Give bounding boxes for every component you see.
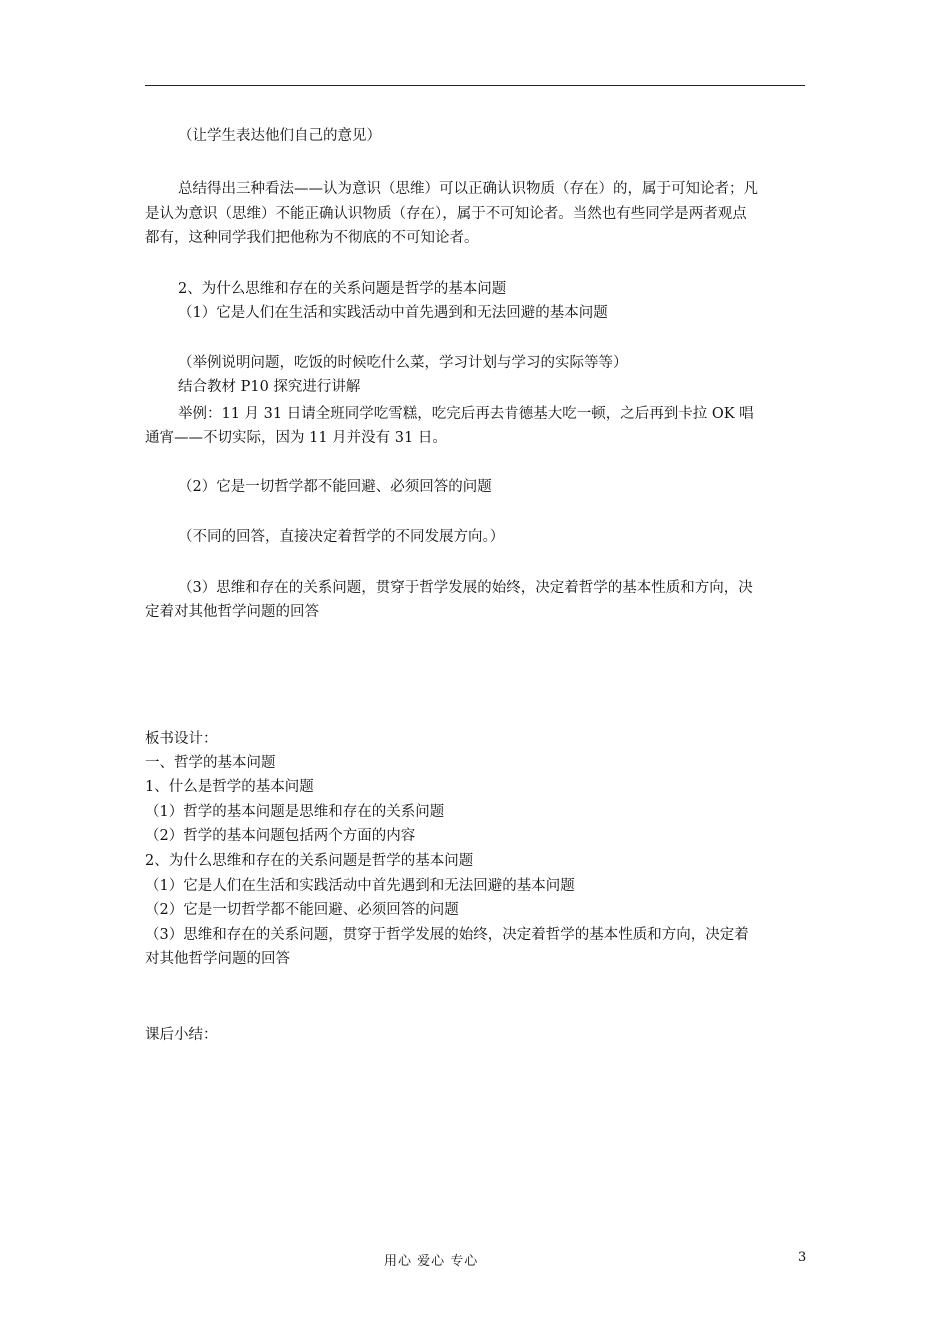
page-number: 3 (798, 1250, 807, 1265)
text-line: 总结得出三种看法——认为意识（思维）可以正确认识物质（存在）的，属于可知论者；凡 (178, 181, 758, 197)
text-line: 都有，这种同学我们把他称为不彻底的不可知论者。 (145, 230, 479, 246)
text-line: （举例说明问题，吃饭的时候吃什么菜，学习计划与学习的实际等等） (178, 355, 628, 371)
footer-text: 用心 爱心 专心 (384, 1254, 479, 1269)
board-line: 1、什么是哲学的基本问题 (145, 779, 314, 795)
section-heading: 2、为什么思维和存在的关系问题是哲学的基本问题 (178, 281, 507, 297)
text-line: 举例：11 月 31 日请全班同学吃雪糕，吃完后再去肯德基大吃一顿，之后再到卡拉 OK 唱 (178, 406, 754, 422)
text-line: （让学生表达他们自己的意见） (178, 128, 381, 144)
board-design-heading: 板书设计： (145, 731, 218, 747)
text-line: 是认为意识（思维）不能正确认识物质（存在），属于不可知论者。当然也有些同学是两者观点 (145, 206, 747, 222)
text-line: （1）它是人们在生活和实践活动中首先遇到和无法回避的基本问题 (178, 305, 608, 321)
board-line: （2）它是一切哲学都不能回避、必须回答的问题 (145, 902, 459, 918)
text-line: （2）它是一切哲学都不能回避、必须回答的问题 (178, 479, 492, 495)
board-line: 2、为什么思维和存在的关系问题是哲学的基本问题 (145, 853, 474, 869)
text-line: 结合教材 P10 探究进行讲解 (178, 379, 361, 395)
text-line: （3）思维和存在的关系问题，贯穿于哲学发展的始终，决定着哲学的基本性质和方向，决 (178, 580, 753, 596)
board-line: （2）哲学的基本问题包括两个方面的内容 (145, 828, 416, 844)
board-line: （3）思维和存在的关系问题，贯穿于哲学发展的始终，决定着哲学的基本性质和方向，决定着 (145, 927, 749, 943)
board-line: （1）它是人们在生活和实践活动中首先遇到和无法回避的基本问题 (145, 878, 575, 894)
text-line: 定着对其他哲学问题的回答 (145, 604, 319, 620)
summary-label: 课后小结： (145, 1027, 218, 1043)
text-line: （不同的回答，直接决定着哲学的不同发展方向。） (178, 529, 505, 545)
board-line: 一、哲学的基本问题 (145, 755, 276, 771)
board-line: 对其他哲学问题的回答 (145, 951, 290, 967)
board-line: （1）哲学的基本问题是思维和存在的关系问题 (145, 804, 445, 820)
text-line: 通宵——不切实际，因为 11 月并没有 31 日。 (145, 430, 447, 446)
header-rule (145, 85, 805, 86)
